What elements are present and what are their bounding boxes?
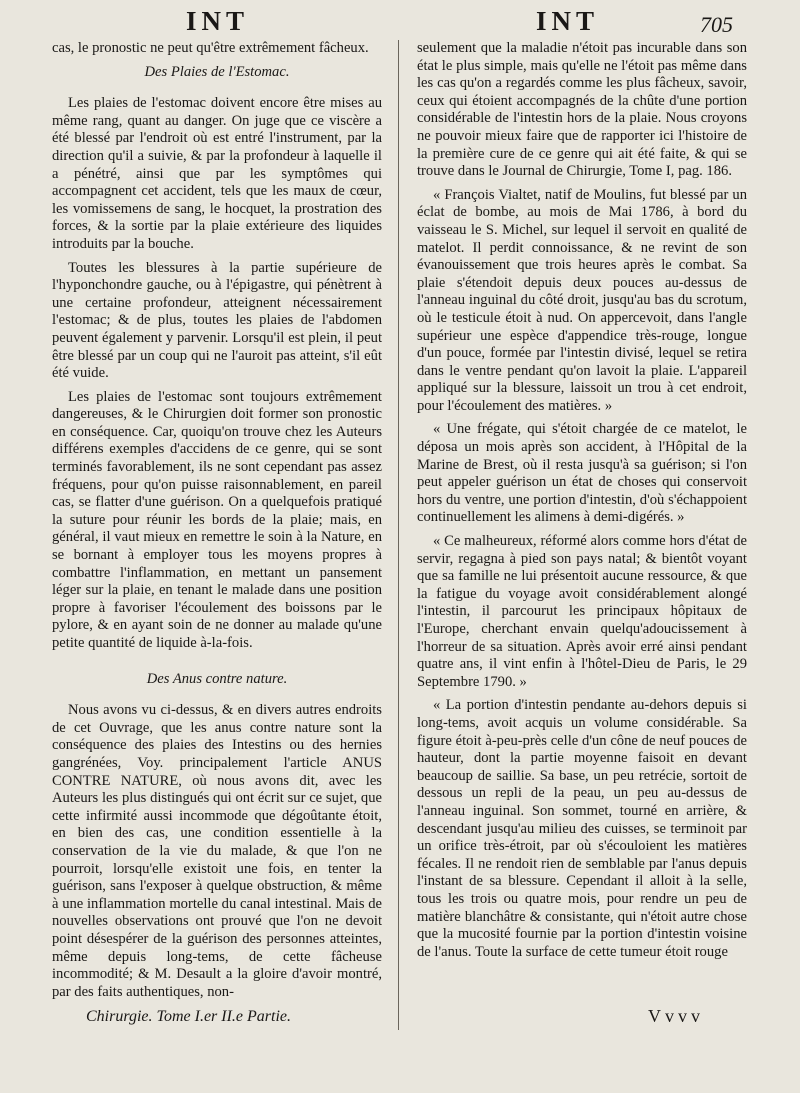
paragraph: « La portion d'intestin pendante au-dehors depuis si long-tems, avoit acquis un volume considérable. Sa figure étoit à-peu-près celle d'un cône de neuf pouces de hauteur, dont la partie moyenne faisoit en devant beaucoup de saillie. Sa base, un peu retrécie, sortoit de dessous un repli de la peau, un peu au-dessus de l'anneau inguinal. Son sommet, tourné en arrière, & descendant jusqu'au milieu des cuisses, se terminoit par un orifice très-étroit, par où s'écouloient les matières fécales. Il ne rendoit rien de semblable par l'anus depuis l'instant de sa blessure. Cependant il alloit à la selle, tous les trois ou quatre mois, pour rendre un peu de matière blanchâtre & consistante, qui n'étoit autre chose que la mucosité fournie par la portion d'intestin voisine de l'anus. Toute la surface de cette tumeur étoit rouge xyxy=(417,697,747,960)
paragraph: seulement que la maladie n'étoit pas incurable dans son état le plus simple, mais qu'elle ne l'étoit pas même dans les cas qu'on a regardés comme les plus fâcheux, savoir, ceux qui étoient accompagnés de la chûte d'une portion considérable de l'intestin hors de la plaie. Nous croyons ne pouvoir mieux faire que de rapporter ici l'histoire de la première cure de ce genre qui ait été faite, & qui se trouve dans le Journal de Chirurgie, Tome I, pag. 186. xyxy=(417,40,747,180)
paragraph: Toutes les blessures à la partie supérieure de l'hyponchondre gauche, ou à l'épigastre, qui pénètrent à une certaine profondeur, atteignent nécessairement l'estomac; & de plus, toutes les plaies de l'abdomen peuvent également y parvenir. Lorsqu'il est plein, il peut être blessé par un coup qui ne l'auroit pas atteint, s'il eût été vuide. xyxy=(52,259,382,382)
running-header xyxy=(0,4,800,40)
signature-line: Chirurgie. Tome I.er II.e Partie. xyxy=(86,1008,292,1025)
paragraph: « Une frégate, qui s'étoit chargée de ce matelot, le déposa un mois après son accident, à l'Hôpital de la Marine de Brest, où il resta jusqu'à sa guérison; si l'on peut appeler guérison un état de choses qui conservoit hors du ventre, une portion d'intestin, d'où s'échappoient continuellement les alimens à demi-digérés. » xyxy=(417,421,747,526)
paragraph: cas, le pronostic ne peut qu'être extrêmement fâcheux. xyxy=(52,40,369,56)
running-title-left: INT xyxy=(186,6,250,36)
page-footer xyxy=(0,1004,800,1044)
column-divider xyxy=(398,40,399,1030)
catchword: Vvvv xyxy=(648,1006,704,1026)
paragraph: Les plaies de l'estomac sont toujours extrêmement dangereuses, & le Chirurgien doit former son pronostic en conséquence. Car, quoiqu'on trouve chez les Auteurs différens exemples d'accidens de ce genre, qui se sont terminés favorablement, ils ne sont cependant pas assez fréquens, pour qu'on puisse raisonnablement, en pareil cas, se flatter d'une guérison. On a quelquefois pratiqué la suture pour réunir les bords de la plaie; mais, en général, il vaut mieux en remettre le soin à la Nature, en se bornant à employer tous les moyens propres à combattre l'inflammation, en mettant un pansement léger sur la plaie, en tenant le malade dans une position propre à favoriser l'écoulement des boissons par le pylore, & en ayant soin de ne donner au malade qu'une petite quantité de liquide à-la-fois. xyxy=(52,388,382,651)
paragraph: « François Vialtet, natif de Moulins, fut blessé par un éclat de bombe, au mois de Mai 1786, à bord du vaisseau le S. Michel, sur lequel il servoit en qualité de matelot. Il perdit connoissance, & ne revint de son évanouissement que trois heures après le combat. Sa plaie s'étendoit depuis deux pouces au-dessus de l'anneau inguinal du côté droit, jusqu'au bas du scrotum, où le testicule étoit à nud. On appercevoit, dans l'angle supérieur une espèce d'appendice très-rouge, longue d'un pouce, formée par l'intestin divisé, lequel se retira dans le ventre pendant qu'on lavoit la plaie. L'appareil appliqué sur la blessure, laissoit un trou à cet endroit, pour l'écoulement des matières. » xyxy=(417,186,747,414)
page-number: 705 xyxy=(700,12,733,37)
left-column xyxy=(52,40,382,1007)
paragraph: « Ce malheureux, réformé alors comme hors d'état de servir, regagna à pied son pays natal; & bientôt voyant que sa famille ne lui présentoit aucune ressource, & que la fatigue du voyage avoit considérablement alongé l'intestin, il parcourut les principaux hôpitaux de l'Europe, cherchant envain quelqu'adoucissement à l'horreur de sa situation. Après avoir erré ainsi pendant quatre ans, il vint enfin à l'hôtel-Dieu de Paris, le 29 Septembre 1790. » xyxy=(417,533,747,690)
running-title-right: INT xyxy=(536,6,600,36)
section-heading: Des Plaies de l'Estomac. xyxy=(144,63,290,80)
paragraph: Nous avons vu ci-dessus, & en divers autres endroits de cet Ouvrage, que les anus contre nature sont la conséquence des plaies des Intestins ou des hernies gangrénées, Voy. principalement l'article ANUS CONTRE NATURE, où nous avons dit, avec les Auteurs les plus distingués qui ont écrit sur ce sujet, que cette infirmité aussi incommode que dégoûtante étoit, en bien des cas, une condition essentielle à la conservation de la vie du malade, & que l'on ne pourroit, lorsqu'elle existoit une fois, en tenter la guérison, sans l'exposer à quelque obstruction, & même à une inflammation mortelle du canal intestinal. Mais de nouvelles observations ont prouvé que l'on ne devoit point désespérer de la guérison des personnes atteintes, même depuis long-tems, de cette fâcheuse incommodité; & M. Desault a la gloire d'avoir montré, par des faits authentiques, non- xyxy=(52,702,382,1000)
section-heading: Des Anus contre nature. xyxy=(146,670,288,687)
paragraph: Les plaies de l'estomac doivent encore être mises au même rang, quant au danger. On juge que ce viscère a été blessé par l'endroit où est entré l'instrument, par la direction qu'il a suivie, & par la profondeur à laquelle il a pénétré, ainsi que par les symptômes qui accompagnent cet accident, tels que les maux de cœur, les vomissemens de sang, le hocquet, la prostration des forces, & la sortie par la plaie extérieure des liquides introduits par la bouche. xyxy=(52,95,382,252)
right-column xyxy=(417,40,747,967)
